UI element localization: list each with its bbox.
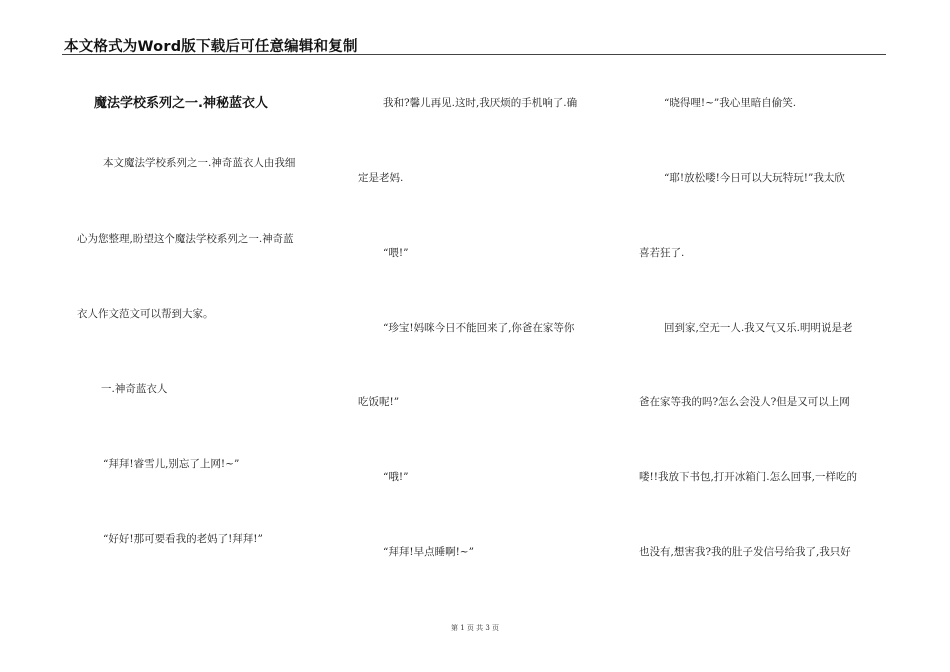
text-line: “耶!放松喽!今日可以大玩特玩!”我太欣	[664, 172, 845, 184]
text-line: 喜若狂了.	[639, 247, 685, 259]
text-line: 心为您整理,盼望这个魔法学校系列之一.神奇蓝	[77, 233, 294, 245]
text-line: 本文魔法学校系列之一.神奇蓝衣人由我细	[103, 157, 296, 169]
text-line: 喽!!我放下书包,打开冰箱门.怎么回事,一样吃的	[639, 471, 857, 483]
page-number-footer: 第 1 页 共 3 页	[450, 624, 500, 632]
text-line: 定是老妈.	[358, 172, 404, 184]
text-line: 我和?馨儿再见.这时,我厌烦的手机响了.确	[383, 97, 578, 109]
text-line: “拜拜!早点睡啊!~”	[383, 546, 474, 558]
text-line: 一.神奇蓝衣人	[101, 383, 168, 395]
text-line: “好好!那可要看我的老妈了!拜拜!”	[103, 533, 263, 545]
text-line: “珍宝!妈咪今日不能回来了,你爸在家等你	[383, 322, 575, 334]
text-line: 也没有,想害我?我的肚子发信号给我了,我只好	[639, 546, 851, 558]
text-line: 爸在家等我的吗?怎么会没人?但是又可以上网	[639, 396, 850, 408]
text-line: 衣人作文范文可以帮到大家。	[77, 308, 214, 320]
text-line: 回到家,空无一人.我又气又乐.明明说是老	[664, 322, 853, 334]
text-line: “晓得哩!~”我心里暗自偷笑.	[664, 97, 797, 109]
text-line: “喂!”	[383, 247, 409, 259]
header-divider	[62, 54, 886, 55]
document-header-title: 本文格式为Word版下载后可任意编辑和复制	[64, 39, 358, 55]
text-line: “拜拜!睿雪儿,别忘了上网!~”	[103, 458, 240, 470]
text-line: “哦!”	[383, 471, 409, 483]
document-title: 魔法学校系列之一.神秘蓝衣人	[94, 96, 268, 111]
text-line: 吃饭呢!”	[358, 396, 400, 408]
